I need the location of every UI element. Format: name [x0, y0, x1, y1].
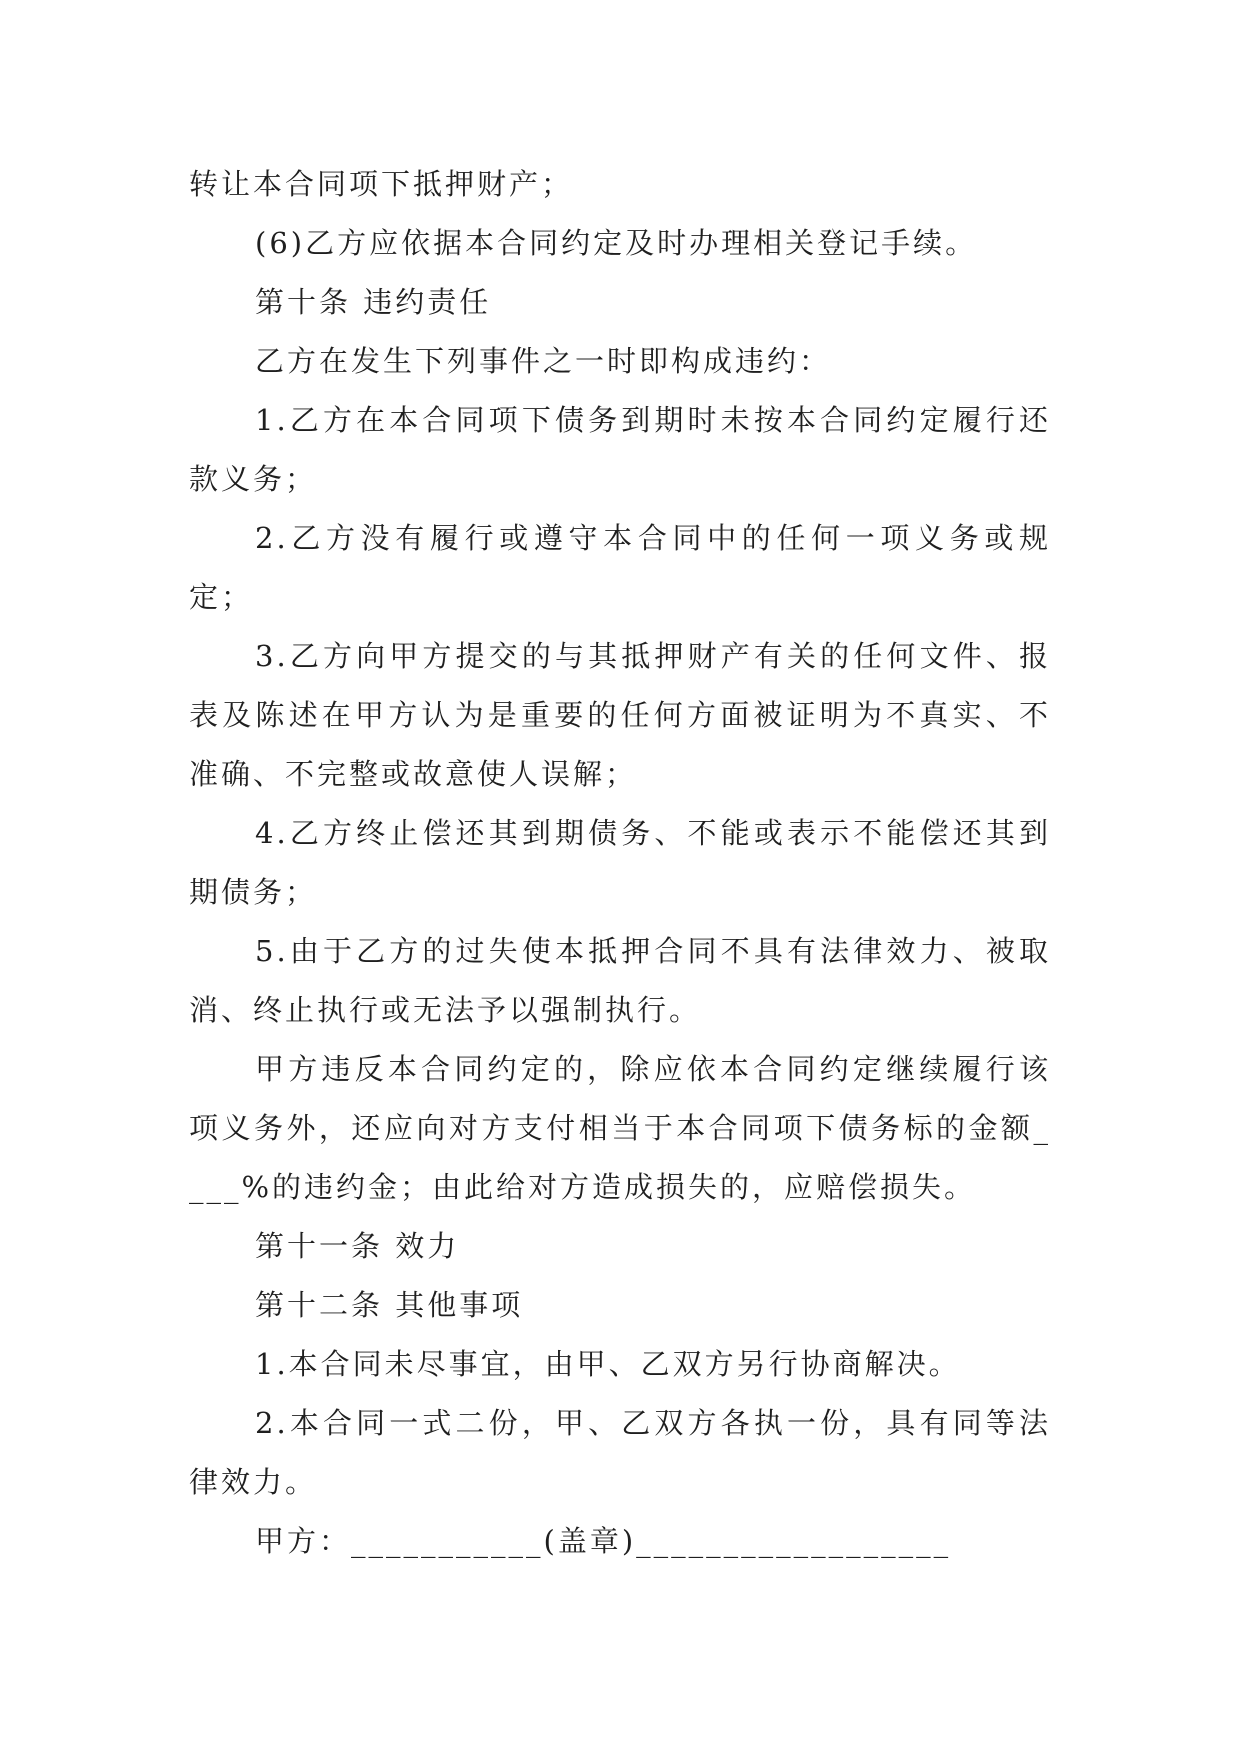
paragraph-registration-clause: (6)乙方应依据本合同约定及时办理相关登记手续。 — [255, 226, 978, 260]
breach-item-1: 1.乙方在本合同项下债务到期时未按本合同约定履行还款义务； — [189, 403, 1051, 496]
breach-item-3: 3.乙方向甲方提交的与其抵押财产有关的任何文件、报表及陈述在甲方认为是重要的任何方面被证明为不真实、不准确、不完整或故意使人误解； — [189, 639, 1051, 791]
other-matters-item-2: 2.本合同一式二份，甲、乙双方各执一份，具有同等法律效力。 — [189, 1406, 1051, 1499]
breach-item-2: 2.乙方没有履行或遵守本合同中的任何一项义务或规定； — [189, 521, 1051, 614]
other-matters-item-1: 1.本合同未尽事宜，由甲、乙双方另行协商解决。 — [255, 1347, 961, 1381]
breach-item-4: 4.乙方终止偿还其到期债务、不能或表示不能偿还其到期债务； — [189, 816, 1051, 909]
breach-item-5: 5.由于乙方的过失使本抵押合同不具有法律效力、被取消、终止执行或无法予以强制执行。 — [189, 934, 1051, 1027]
paragraph-penalty: 甲方违反本合同约定的，除应依本合同约定继续履行该项义务外，还应向对方支付相当于本合同项下债务标的金额____%的违约金；由此给对方造成损失的，应赔偿损失。 — [189, 1052, 1051, 1204]
paragraph-breach-intro: 乙方在发生下列事件之一时即构成违约： — [255, 344, 832, 378]
article-11-heading: 第十一条 效力 — [255, 1229, 460, 1263]
party-a-signature-line: 甲方：___________(盖章)__________________ — [255, 1524, 952, 1558]
article-10-heading: 第十条 违约责任 — [255, 285, 492, 319]
article-12-heading: 第十二条 其他事项 — [255, 1288, 524, 1322]
paragraph-transfer-clause: 转让本合同项下抵押财产； — [189, 167, 574, 201]
document-body — [189, 155, 1051, 1571]
